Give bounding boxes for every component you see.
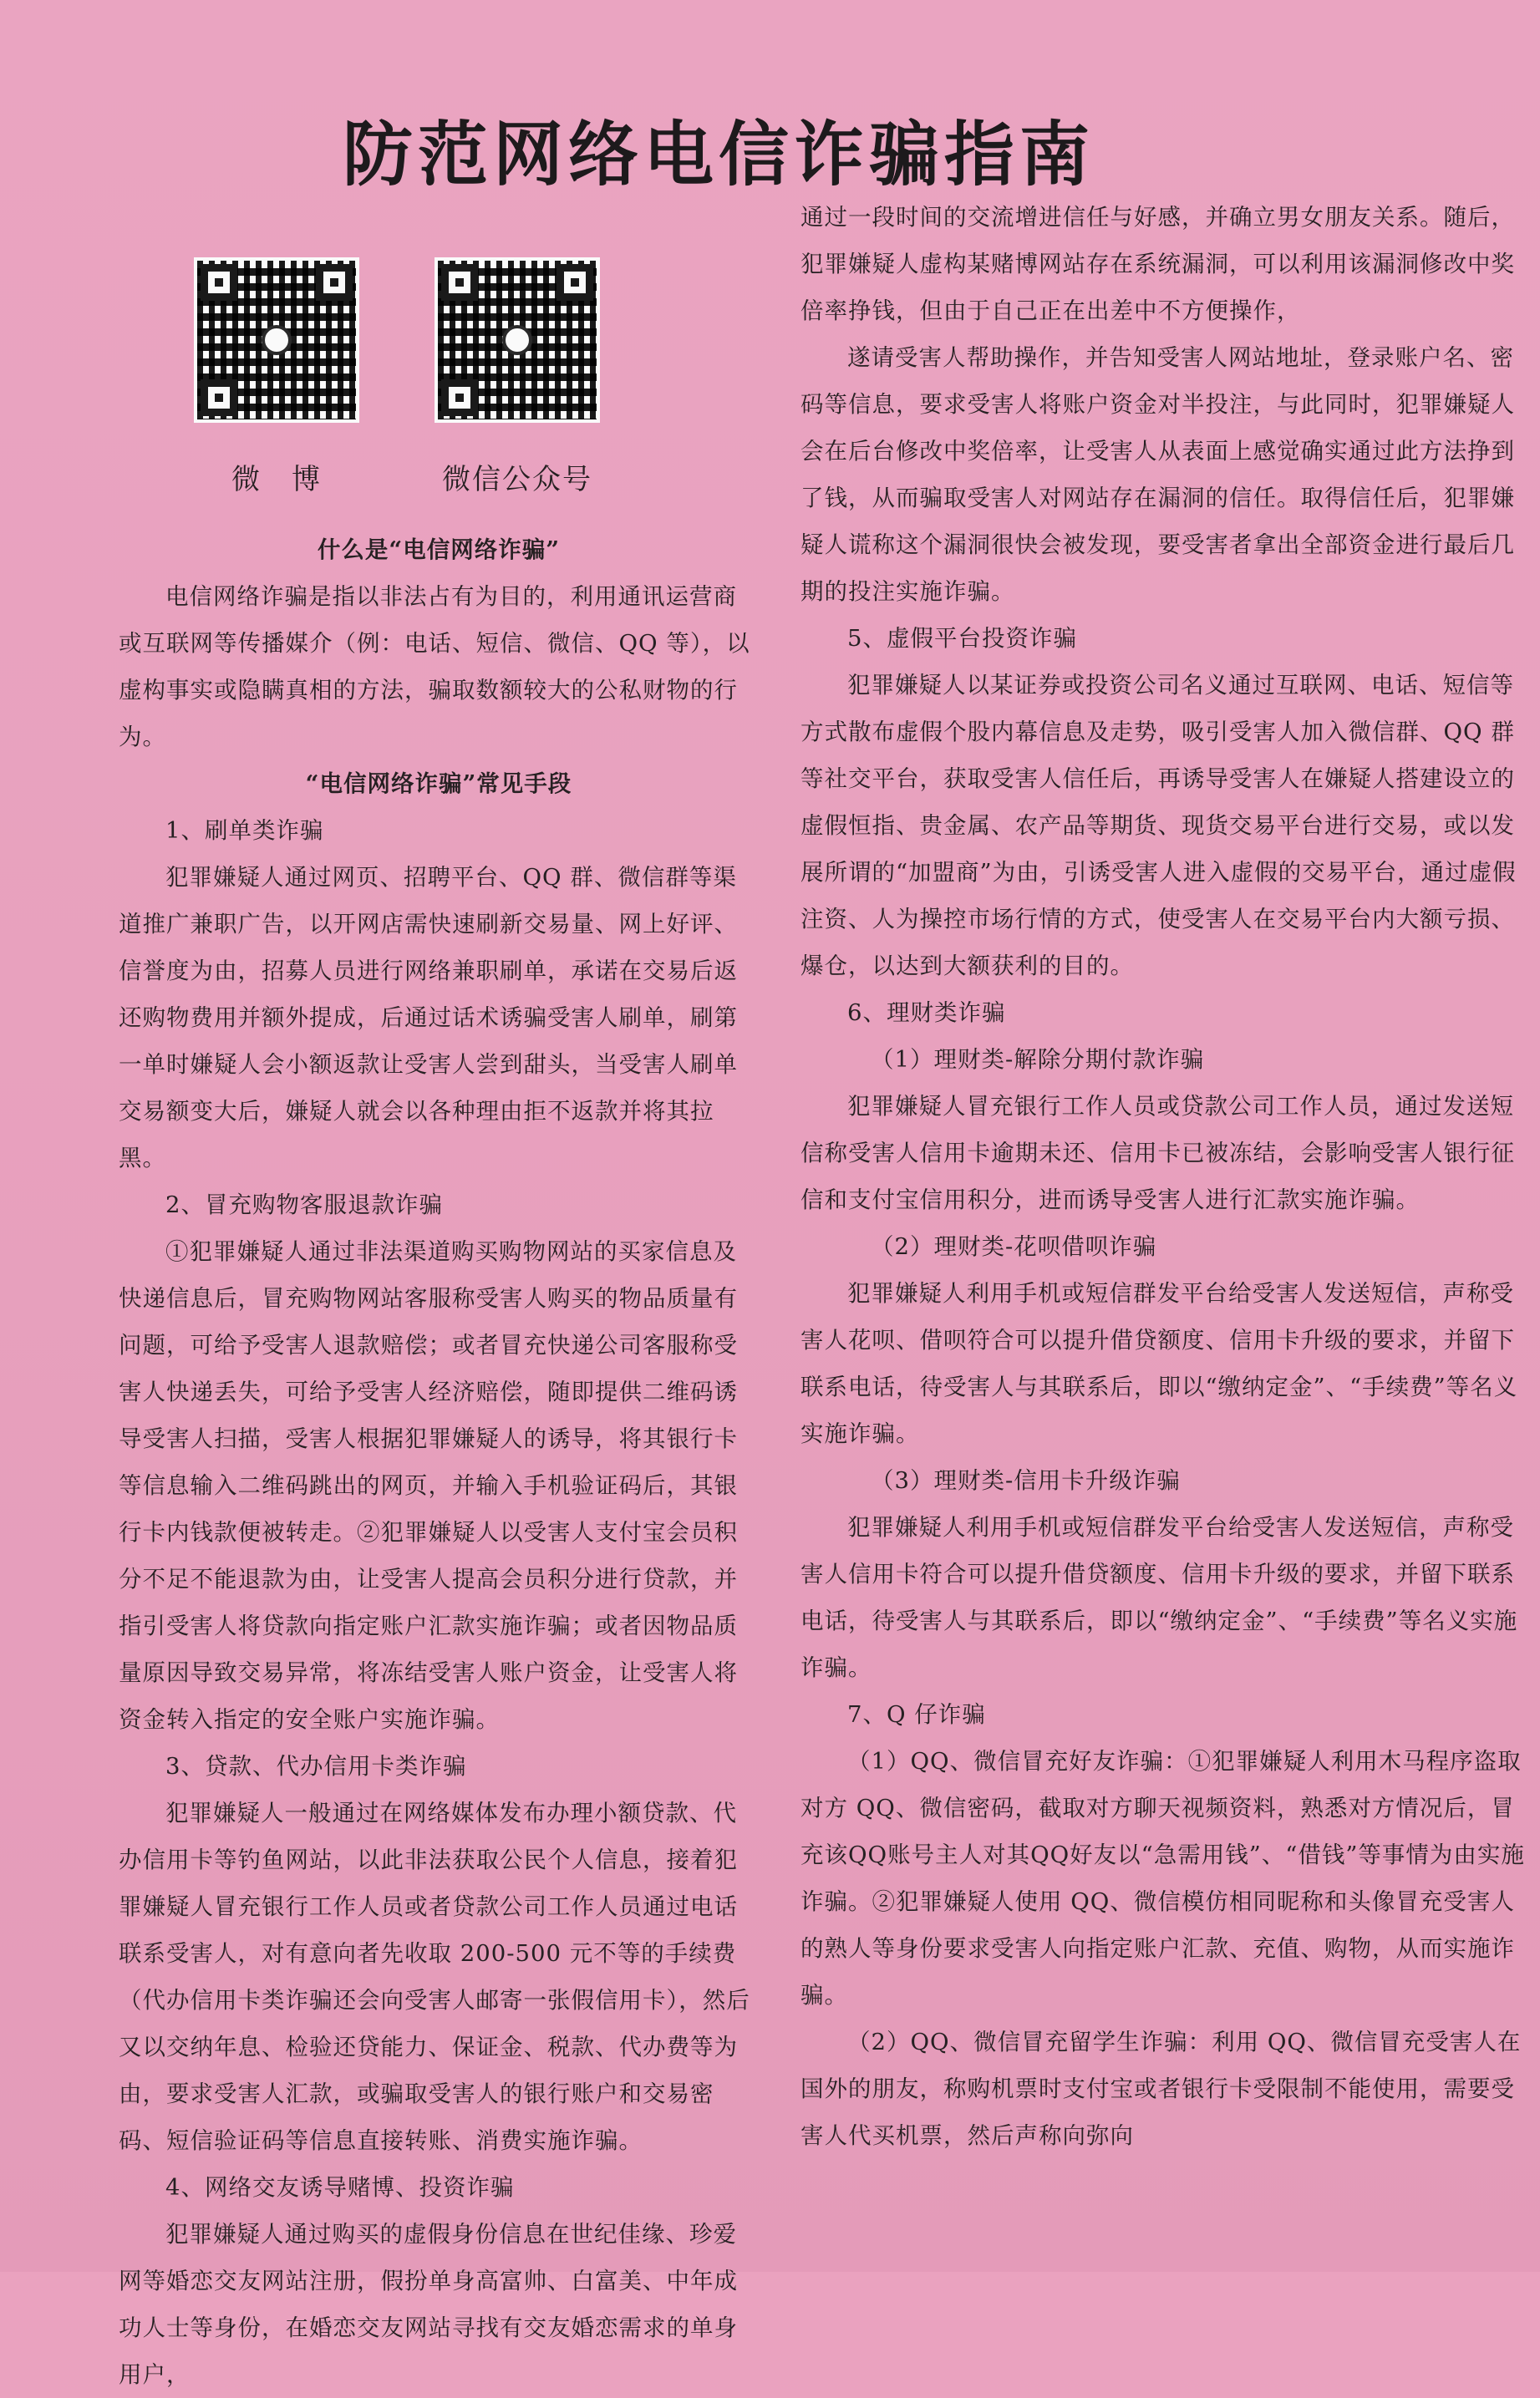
weibo-label: 微 博 bbox=[231, 463, 322, 496]
paragraph: （1）QQ、微信冒充好友诈骗：①犯罪嫌疑人利用木马程序盗取对方 QQ、微信密码，截取对方聊天视频资料，熟悉对方情况后，冒充该QQ账号主人对其QQ好友以“急需用钱”、“借钱”等事情为由实施诈骗。②犯罪嫌疑人使用 QQ、微信模仿相同昵称和头像冒充受害人的熟人等身份要求受害人向指定账户汇款、充值、购物，从而实施诈骗。 bbox=[800, 1748, 1525, 2009]
paragraph: 犯罪嫌疑人一般通过在网络媒体发布办理小额贷款、代办信用卡等钓鱼网站，以此非法获取公民个人信息，接着犯罪嫌疑人冒充银行工作人员或者贷款公司工作人员通过电话联系受害人，对有意向者先收取 200-500 元不等的手续费（代办信用卡类诈骗还会向受害人邮寄一张假信用卡），然后又以交纳年息、检验还贷能力、保证金、税款、代办费等为由，要求受害人汇款，或骗取受害人的银行账户和交易密码、短信验证码等信息直接转账、消费实施诈骗。 bbox=[119, 1800, 750, 2154]
subsection-heading: 1、刷单类诈骗 bbox=[165, 817, 324, 844]
left-column bbox=[119, 526, 759, 2398]
subsection-heading: 6、理财类诈骗 bbox=[847, 999, 1006, 1026]
right-column bbox=[800, 194, 1536, 2159]
paragraph: 犯罪嫌疑人利用手机或短信群发平台给受害人发送短信，声称受害人花呗、借呗符合可以提升借贷额度、信用卡升级的要求，并留下联系电话，待受害人与其联系后，即以“缴纳定金”、“手续费”等名义实施诈骗。 bbox=[800, 1280, 1518, 1447]
subsection-heading: 4、网络交友诱导赌博、投资诈骗 bbox=[165, 2174, 515, 2201]
paragraph: 通过一段时间的交流增进信任与好感，并确立男女朋友关系。随后，犯罪嫌疑人虚构某赌博网站存在系统漏洞，可以利用该漏洞修改中奖倍率挣钱，但由于自己正在出差中不方便操作， bbox=[800, 204, 1515, 324]
paragraph: ①犯罪嫌疑人通过非法渠道购买购物网站的买家信息及快递信息后，冒充购物网站客服称受害人购买的物品质量有问题，可给予受害人退款赔偿；或者冒充快递公司客服称受害人快递丢失，可给予受害人经济赔偿，随即提供二维码诱导受害人扫描，受害人根据犯罪嫌疑人的诱导，将其银行卡等信息输入二维码跳出的网页，并输入手机验证码后，其银行卡内钱款便被转走。②犯罪嫌疑人以受害人支付宝会员积分不足不能退款为由，让受害人提高会员积分进行贷款，并指引受害人将贷款向指定账户汇款实施诈骗；或者因物品质量原因导致交易异常，将冻结受害人账户资金，让受害人将资金转入指定的安全账户实施诈骗。 bbox=[119, 1238, 738, 1733]
wechat-official-account-label: 微信公众号 bbox=[442, 463, 592, 496]
paragraph: 电信网络诈骗是指以非法占有为目的，利用通讯运营商或互联网等传播媒介（例：电话、短信、微信、QQ 等），以虚构事实或隐瞒真相的方法，骗取数额较大的公私财物的行为。 bbox=[119, 583, 750, 750]
subsection-heading: 7、Q 仔诈骗 bbox=[847, 1701, 986, 1728]
paragraph: 犯罪嫌疑人以某证券或投资公司名义通过互联网、电话、短信等方式散布虚假个股内幕信息及走势，吸引受害人加入微信群、QQ 群等社交平台，获取受害人信任后，再诱导受害人在嫌疑人搭建设立的虚假恒指、贵金属、农产品等期货、现货交易平台进行交易，或以发展所谓的“加盟商”为由，引诱受害人进入虚假的交易平台，通过虚假注资、人为操控市场行情的方式，使受害人在交易平台内大额亏损、爆仓，以达到大额获利的目的。 bbox=[800, 672, 1517, 979]
wechat-qr-block bbox=[435, 257, 600, 497]
section-heading: 什么是“电信网络诈骗” bbox=[317, 536, 561, 563]
subsection-heading: （3）理财类-信用卡升级诈骗 bbox=[871, 1467, 1181, 1494]
paragraph: 犯罪嫌疑人通过购买的虚假身份信息在世纪佳缘、珍爱网等婚恋交友网站注册，假扮单身高富帅、白富美、中年成功人士等身份，在婚恋交友网站寻找有交友婚恋需求的单身用户， bbox=[119, 2221, 738, 2388]
paragraph: 犯罪嫌疑人冒充银行工作人员或贷款公司工作人员，通过发送短信称受害人信用卡逾期未还、信用卡已被冻结，会影响受害人银行征信和支付宝信用积分，进而诱导受害人进行汇款实施诈骗。 bbox=[800, 1093, 1515, 1213]
paragraph: 犯罪嫌疑人利用手机或短信群发平台给受害人发送短信，声称受害人信用卡符合可以提升借贷额度、信用卡升级的要求，并留下联系电话，待受害人与其联系后，即以“缴纳定金”、“手续费”等名义实施诈骗。 bbox=[800, 1514, 1518, 1681]
subsection-heading: 2、冒充购物客服退款诈骗 bbox=[165, 1191, 443, 1218]
subsection-heading: 5、虚假平台投资诈骗 bbox=[847, 625, 1077, 652]
subsection-heading: （1）理财类-解除分期付款诈骗 bbox=[871, 1046, 1205, 1073]
weibo-qr-block bbox=[194, 257, 359, 497]
paragraph: 遂请受害人帮助操作，并告知受害人网站地址，登录账户名、密码等信息，要求受害人将账户资金对半投注，与此同时，犯罪嫌疑人会在后台修改中奖倍率，让受害人从表面上感觉确实通过此方法挣到了钱，从而骗取受害人对网站存在漏洞的信任。取得信任后，犯罪嫌疑人谎称这个漏洞很快会被发现，要受害者拿出全部资金进行最后几期的投注实施诈骗。 bbox=[800, 344, 1515, 605]
document-title: 防范网络电信诈骗指南 bbox=[342, 114, 1095, 196]
weibo-qr-code-icon[interactable] bbox=[194, 257, 359, 423]
subsection-heading: 3、贷款、代办信用卡类诈骗 bbox=[165, 1753, 467, 1780]
paragraph: （2）QQ、微信冒充留学生诈骗：利用 QQ、微信冒充受害人在国外的朋友，称购机票时支付宝或者银行卡受限制不能使用，需要受害人代买机票，然后声称向弥向 bbox=[800, 2029, 1522, 2149]
subsection-heading: （2）理财类-花呗借呗诈骗 bbox=[871, 1233, 1157, 1260]
section-heading: “电信网络诈骗”常见手段 bbox=[305, 770, 572, 797]
paragraph: 犯罪嫌疑人通过网页、招聘平台、QQ 群、微信群等渠道推广兼职广告，以开网店需快速刷新交易量、网上好评、信誉度为由，招募人员进行网络兼职刷单，承诺在交易后返还购物费用并额外提成，后通过话术诱骗受害人刷单，刷第一单时嫌疑人会小额返款让受害人尝到甜头，当受害人刷单交易额变大后，嫌疑人就会以各种理由拒不返款并将其拉黑。 bbox=[119, 864, 738, 1171]
wechat-qr-code-icon[interactable] bbox=[435, 257, 600, 423]
